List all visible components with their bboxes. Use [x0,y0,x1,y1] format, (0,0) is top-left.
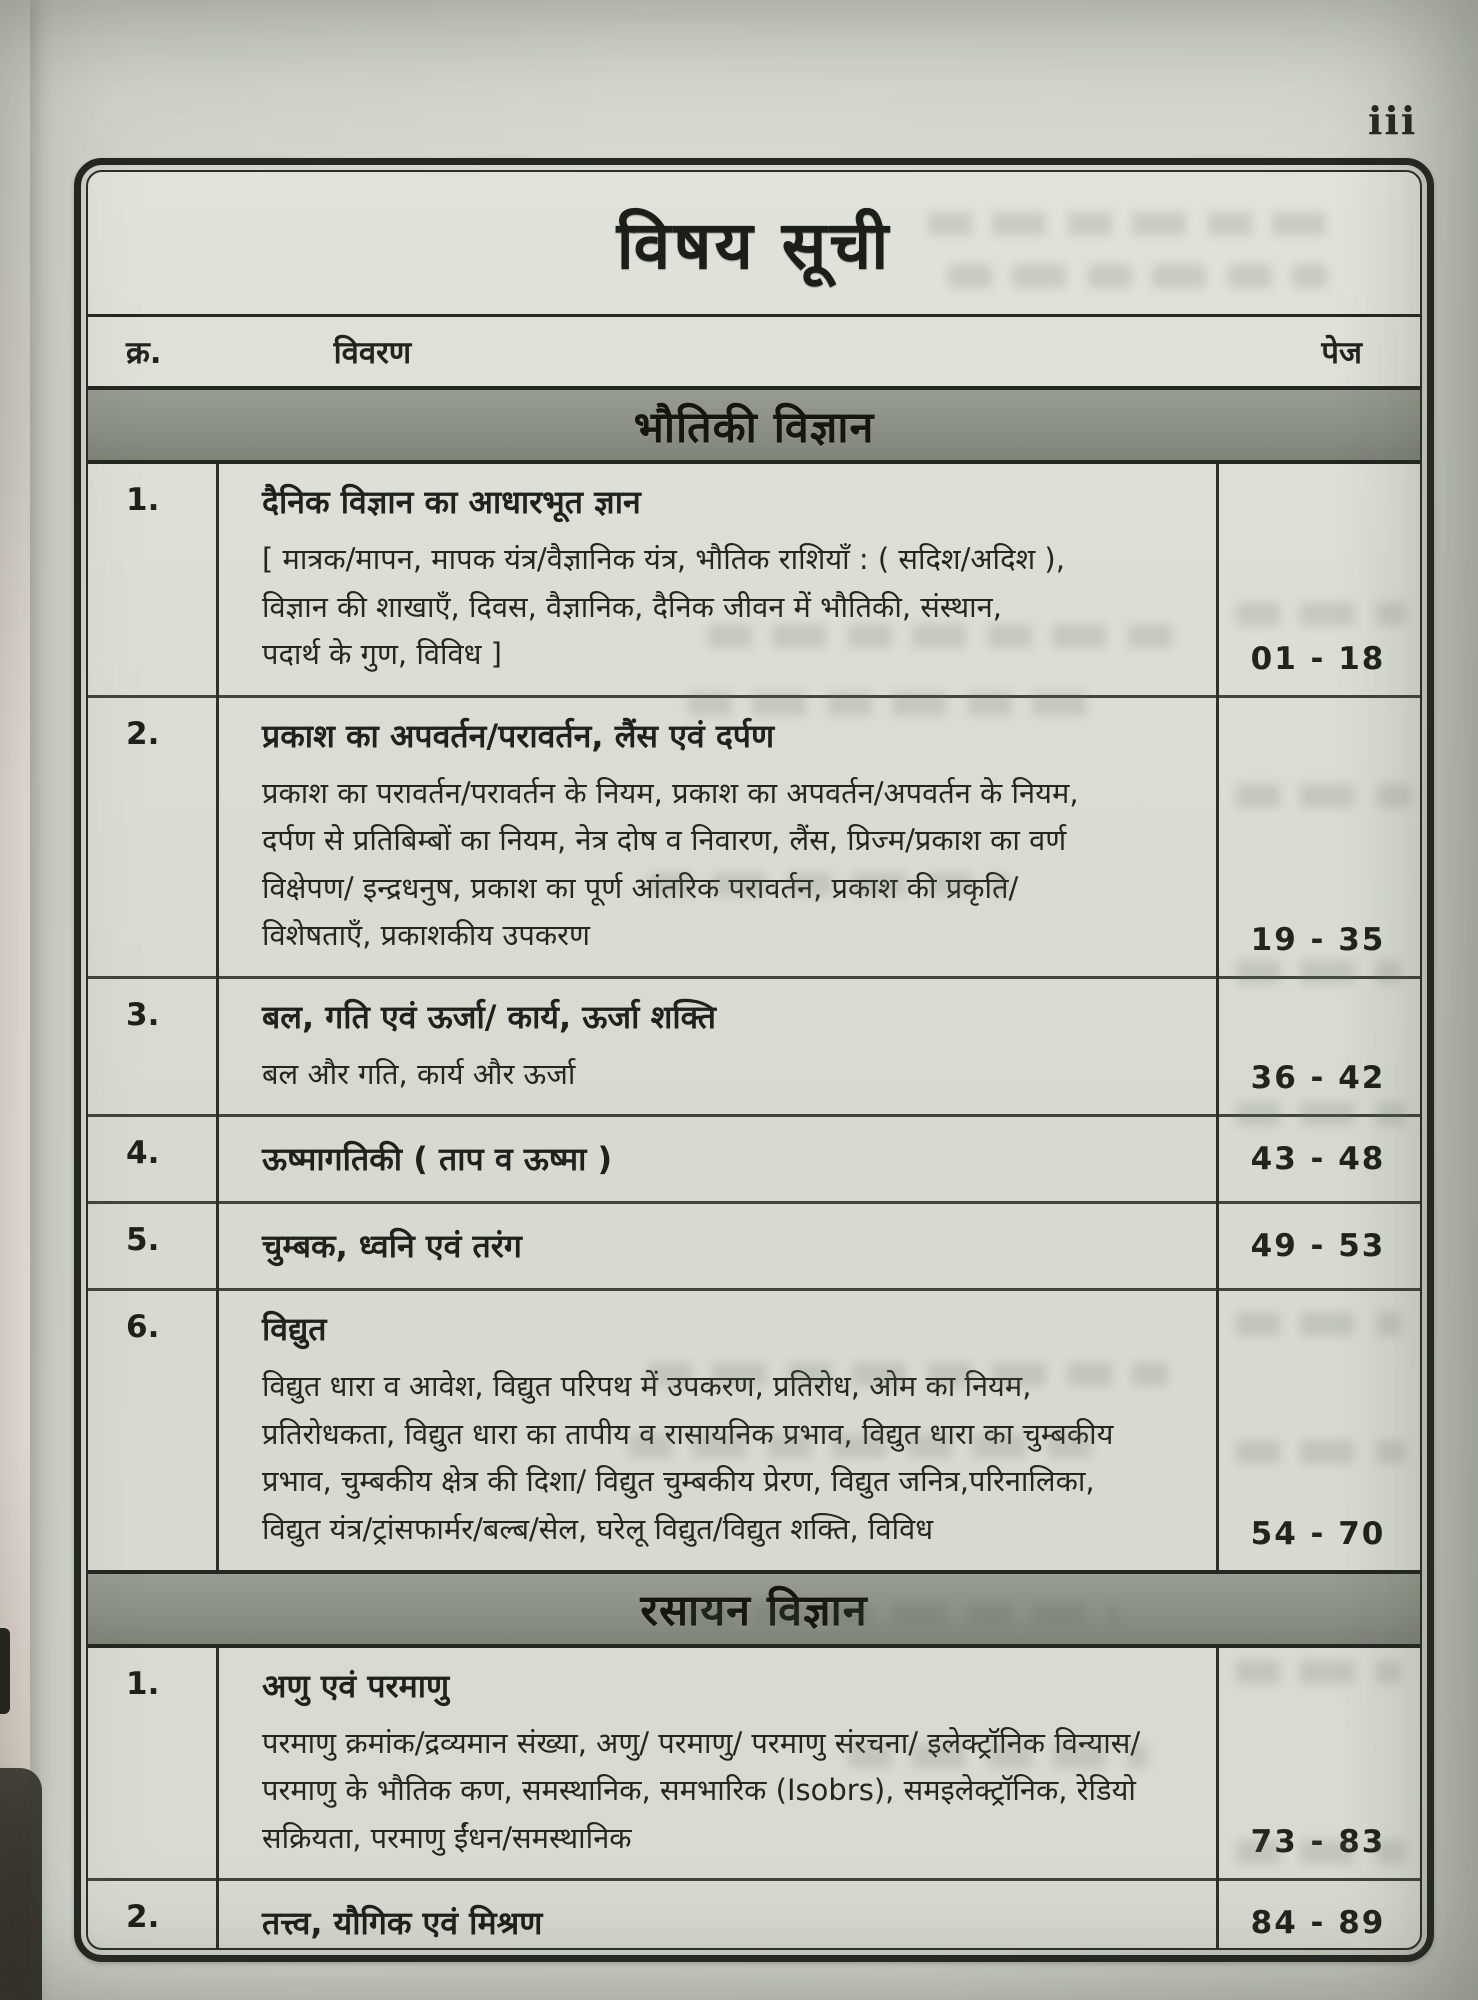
entry-detail-line: पदार्थ के गुण, विविध ] [262,637,502,672]
entry-content [216,1291,1216,1569]
entry-detail-line: विशेषताएँ, प्रकाशकीय उपकरण [262,918,590,953]
entry-detail-line: परमाणु के भौतिक कण, समस्थानिक, समभारिक (Isobrs), समइलेक्ट्रॉनिक, रेडियो [262,1773,1136,1808]
entry-title: दैनिक विज्ञान का आधारभूत ज्ञान [262,483,641,521]
toc-entry-row [88,464,1420,698]
entry-title: अणु एवं परमाणु [262,1666,450,1705]
section-heading: रसायन विज्ञान [88,1570,1420,1648]
toc-entry-row [88,979,1420,1118]
section-body [88,1648,1420,1950]
toc-entry-row [88,1291,1420,1569]
toc-sections [88,386,1420,1950]
toc-frame [74,158,1434,1962]
column-header-number: क्र. [126,334,162,371]
entry-page-range: 84 - 89 [1250,1905,1386,1942]
spine-shadow-notch [0,1628,10,1714]
toc-title: विषय सूची [616,207,892,284]
section-body [88,464,1420,1570]
entry-detail-line: विक्षेपण/ इन्द्रधनुष, प्रकाश का पूर्ण आंतरिक परावर्तन, प्रकाश की प्रकृति/ [262,870,1019,905]
entry-number: 4. [126,1135,160,1172]
toc-entry-row [88,698,1420,979]
entry-number: 2. [126,1899,160,1936]
entry-details [262,770,1202,960]
column-header-page: पेज [1321,334,1362,371]
entry-number: 1. [126,482,160,518]
entry-page-range: 54 - 70 [1250,1515,1386,1552]
toc-entry-row [88,1648,1420,1882]
toc-entry-row [88,1117,1420,1204]
entry-details [262,1051,1202,1099]
entry-content [216,1881,1216,1950]
entry-title: प्रकाश का अपवर्तन/परावर्तन, लैंस एवं दर्पण [262,716,775,755]
entry-detail-line: परमाणु क्रमांक/द्रव्यमान संख्या, अणु/ परमाणु/ परमाणु संरचना/ इलेक्ट्रॉनिक विन्यास/ [262,1725,1141,1760]
entry-content [216,1117,1216,1201]
entry-page-range: 49 - 53 [1250,1228,1386,1265]
entry-detail-line: प्रकाश का परावर्तन/परावर्तन के नियम, प्रकाश का अपवर्तन/अपवर्तन के नियम, [262,775,1079,810]
entry-content [216,464,1216,695]
entry-content [216,698,1216,976]
entry-title: तत्त्व, यौगिक एवं मिश्रण [262,1904,543,1943]
entry-detail-line: [ मात्रक/मापन, मापक यंत्र/वैज्ञानिक यंत्र, भौतिक राशियाँ : ( सदिश/अदिश ), [262,542,1065,576]
entry-details [262,536,1202,679]
toc-header-row [88,314,1420,386]
toc-entry-row [88,1204,1420,1291]
toc-title-row [88,172,1420,314]
entry-detail-line: विद्युत यंत्र/ट्रांसफार्मर/बल्ब/सेल, घरेलू विद्युत/विद्युत शक्ति, विविध [262,1512,934,1547]
entry-detail-line: प्रभाव, चुम्बकीय क्षेत्र की दिशा/ विद्युत चुम्बकीय प्रेरण, विद्युत जनित्र,परिनालिका, [262,1464,1095,1499]
entry-details [262,1363,1202,1553]
column-header-description: विवरण [333,334,412,371]
entry-details [262,1720,1202,1863]
entry-number: 5. [126,1222,160,1259]
entry-number: 6. [126,1309,160,1346]
entry-page-range: 36 - 42 [1250,1060,1386,1097]
entry-page-range: 43 - 48 [1250,1141,1386,1178]
entry-title: विद्युत [262,1310,327,1349]
entry-detail-line: सक्रियता, परमाणु ईंधन/समस्थानिक [262,1820,632,1855]
toc-entry-row [88,1881,1420,1950]
entry-detail-line: प्रतिरोधकता, विद्युत धारा का तापीय व रासायनिक प्रभाव, विद्युत धारा का चुम्बकीय [262,1416,1114,1451]
entry-number: 2. [126,715,160,752]
entry-content [216,1204,1216,1288]
entry-detail-line: विज्ञान की शाखाएँ, दिवस, वैज्ञानिक, दैनिक जीवन में भौतिकी, संस्थान, [262,589,1002,624]
entry-page-range: 19 - 35 [1250,921,1386,958]
page-number: iii [1368,98,1418,143]
section-heading: भौतिकी विज्ञान [88,386,1420,464]
entry-number: 1. [126,1665,160,1702]
entry-page-range: 01 - 18 [1250,640,1386,677]
entry-detail-line: दर्पण से प्रतिबिम्बों का नियम, नेत्र दोष व निवारण, लैंस, प्रिज्म/प्रकाश का वर्ण [262,823,1067,858]
entry-title: बल, गति एवं ऊर्जा/ कार्य, ऊर्जा शक्ति [262,997,717,1036]
entry-content [216,1648,1216,1879]
entry-title: चुम्बक, ध्वनि एवं तरंग [262,1227,522,1266]
entry-page-range: 73 - 83 [1250,1824,1386,1861]
spine-shadow-corner [0,1768,42,2000]
entry-detail-line: विद्युत धारा व आवेश, विद्युत परिपथ में उपकरण, प्रतिरोध, ओम का नियम, [262,1369,1032,1404]
toc-frame-inner [86,170,1422,1950]
entry-detail-line: बल और गति, कार्य और ऊर्जा [262,1056,576,1091]
entry-title: ऊष्मागतिकी ( ताप व ऊष्मा ) [262,1140,613,1179]
entry-number: 3. [126,996,160,1033]
entry-content [216,979,1216,1115]
